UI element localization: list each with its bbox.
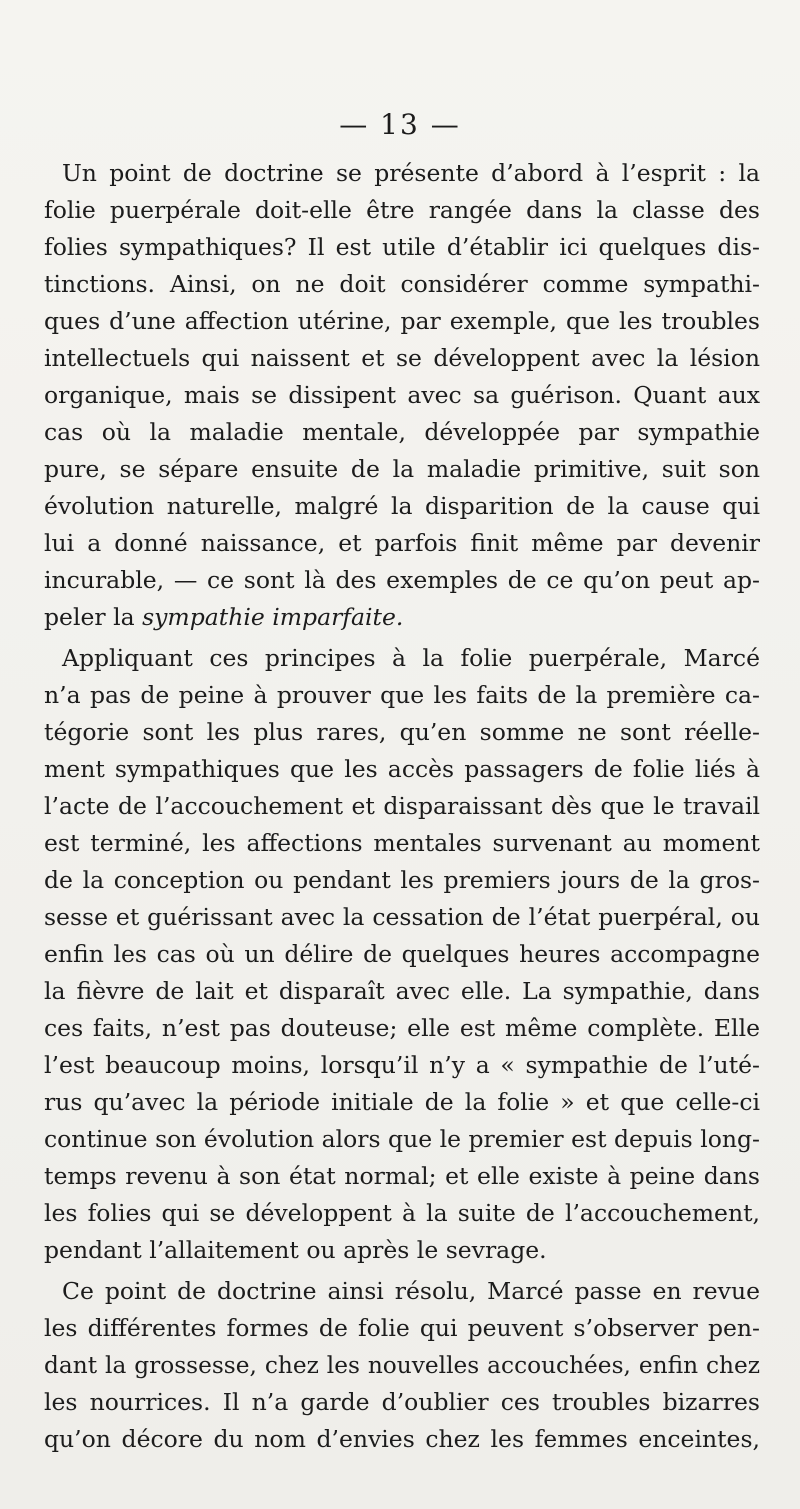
page-number: — 13 — (339, 108, 461, 141)
text-line: ment sympathiques que les accès passagers de folie liés à (44, 755, 760, 783)
text-line: l’est beaucoup moins, lorsqu’il n’y a « sympathie de l’uté- (44, 1051, 760, 1079)
line-text: peler la (44, 603, 143, 631)
paragraph-1 (44, 155, 760, 636)
text-line: rus qu’avec la période initiale de la folie » et que celle-ci (44, 1088, 760, 1116)
text-line: tinctions. Ainsi, on ne doit considérer comme sympathi- (44, 270, 760, 298)
text-line: sesse et guérissant avec la cessation de l’état puerpéral, ou (44, 903, 760, 931)
text-line: Ce point de doctrine ainsi résolu, Marcé passe en revue (62, 1277, 760, 1305)
paragraph-3 (44, 1273, 760, 1458)
text-line: enfin les cas où un délire de quelques heures accompagne (44, 940, 760, 968)
text-line: incurable, — ce sont là des exemples de ce qu’on peut ap- (44, 566, 760, 594)
text-line: n’a pas de peine à prouver que les faits de la première ca- (44, 681, 760, 709)
body-text (44, 155, 760, 1458)
text-line: les différentes formes de folie qui peuvent s’observer pen- (44, 1314, 760, 1342)
text-line: folie puerpérale doit-elle être rangée dans la classe des (44, 196, 760, 224)
italic-term: sympathie imparfaite. (142, 603, 404, 631)
text-line: de la conception ou pendant les premiers jours de la gros- (44, 866, 760, 894)
text-line: dant la grossesse, chez les nouvelles accouchées, enfin chez (44, 1352, 760, 1379)
text-line: intellectuels qui naissent et se développent avec la lésion (44, 344, 760, 372)
text-line: organique, mais se dissipent avec sa guérison. Quant aux (44, 381, 760, 409)
text-line (44, 599, 760, 636)
text-line: ques d’une affection utérine, par exemple, que les troubles (44, 307, 760, 335)
text-line: Appliquant ces principes à la folie puerpérale, Marcé (62, 644, 760, 672)
text-line: lui a donné naissance, et parfois finit même par devenir (44, 529, 760, 557)
text-line: qu’on décore du nom d’envies chez les femmes enceintes, (44, 1425, 760, 1453)
text-line: l’acte de l’accouchement et disparaissant dès que le travail (44, 792, 760, 820)
text-line: pendant l’allaitement ou après le sevrage. (44, 1236, 547, 1264)
text-line: folies sympathiques? Il est utile d’établir ici quelques dis- (44, 233, 760, 261)
text-line: pure, se sépare ensuite de la maladie primitive, suit son (44, 455, 760, 483)
text-line: les folies qui se développent à la suite de l’accouchement, (44, 1199, 760, 1227)
text-line: la fièvre de lait et disparaît avec elle. La sympathie, dans (44, 977, 760, 1005)
text-line: est terminé, les affections mentales survenant au moment (44, 829, 760, 857)
text-line: continue son évolution alors que le premier est depuis long- (44, 1125, 760, 1153)
paragraph-2 (44, 640, 760, 1269)
text-line: les nourrices. Il n’a garde d’oublier ces troubles bizarres (44, 1388, 760, 1416)
text-line: Un point de doctrine se présente d’abord à l’esprit : la (62, 159, 760, 187)
text-line: temps revenu à son état normal; et elle existe à peine dans (44, 1162, 760, 1190)
text-line: cas où la maladie mentale, développée par sympathie (44, 418, 760, 446)
text-line: évolution naturelle, malgré la disparition de la cause qui (44, 492, 760, 520)
text-line: ces faits, n’est pas douteuse; elle est même complète. Elle (44, 1014, 760, 1042)
text-line: tégorie sont les plus rares, qu’en somme ne sont réelle- (44, 718, 760, 746)
